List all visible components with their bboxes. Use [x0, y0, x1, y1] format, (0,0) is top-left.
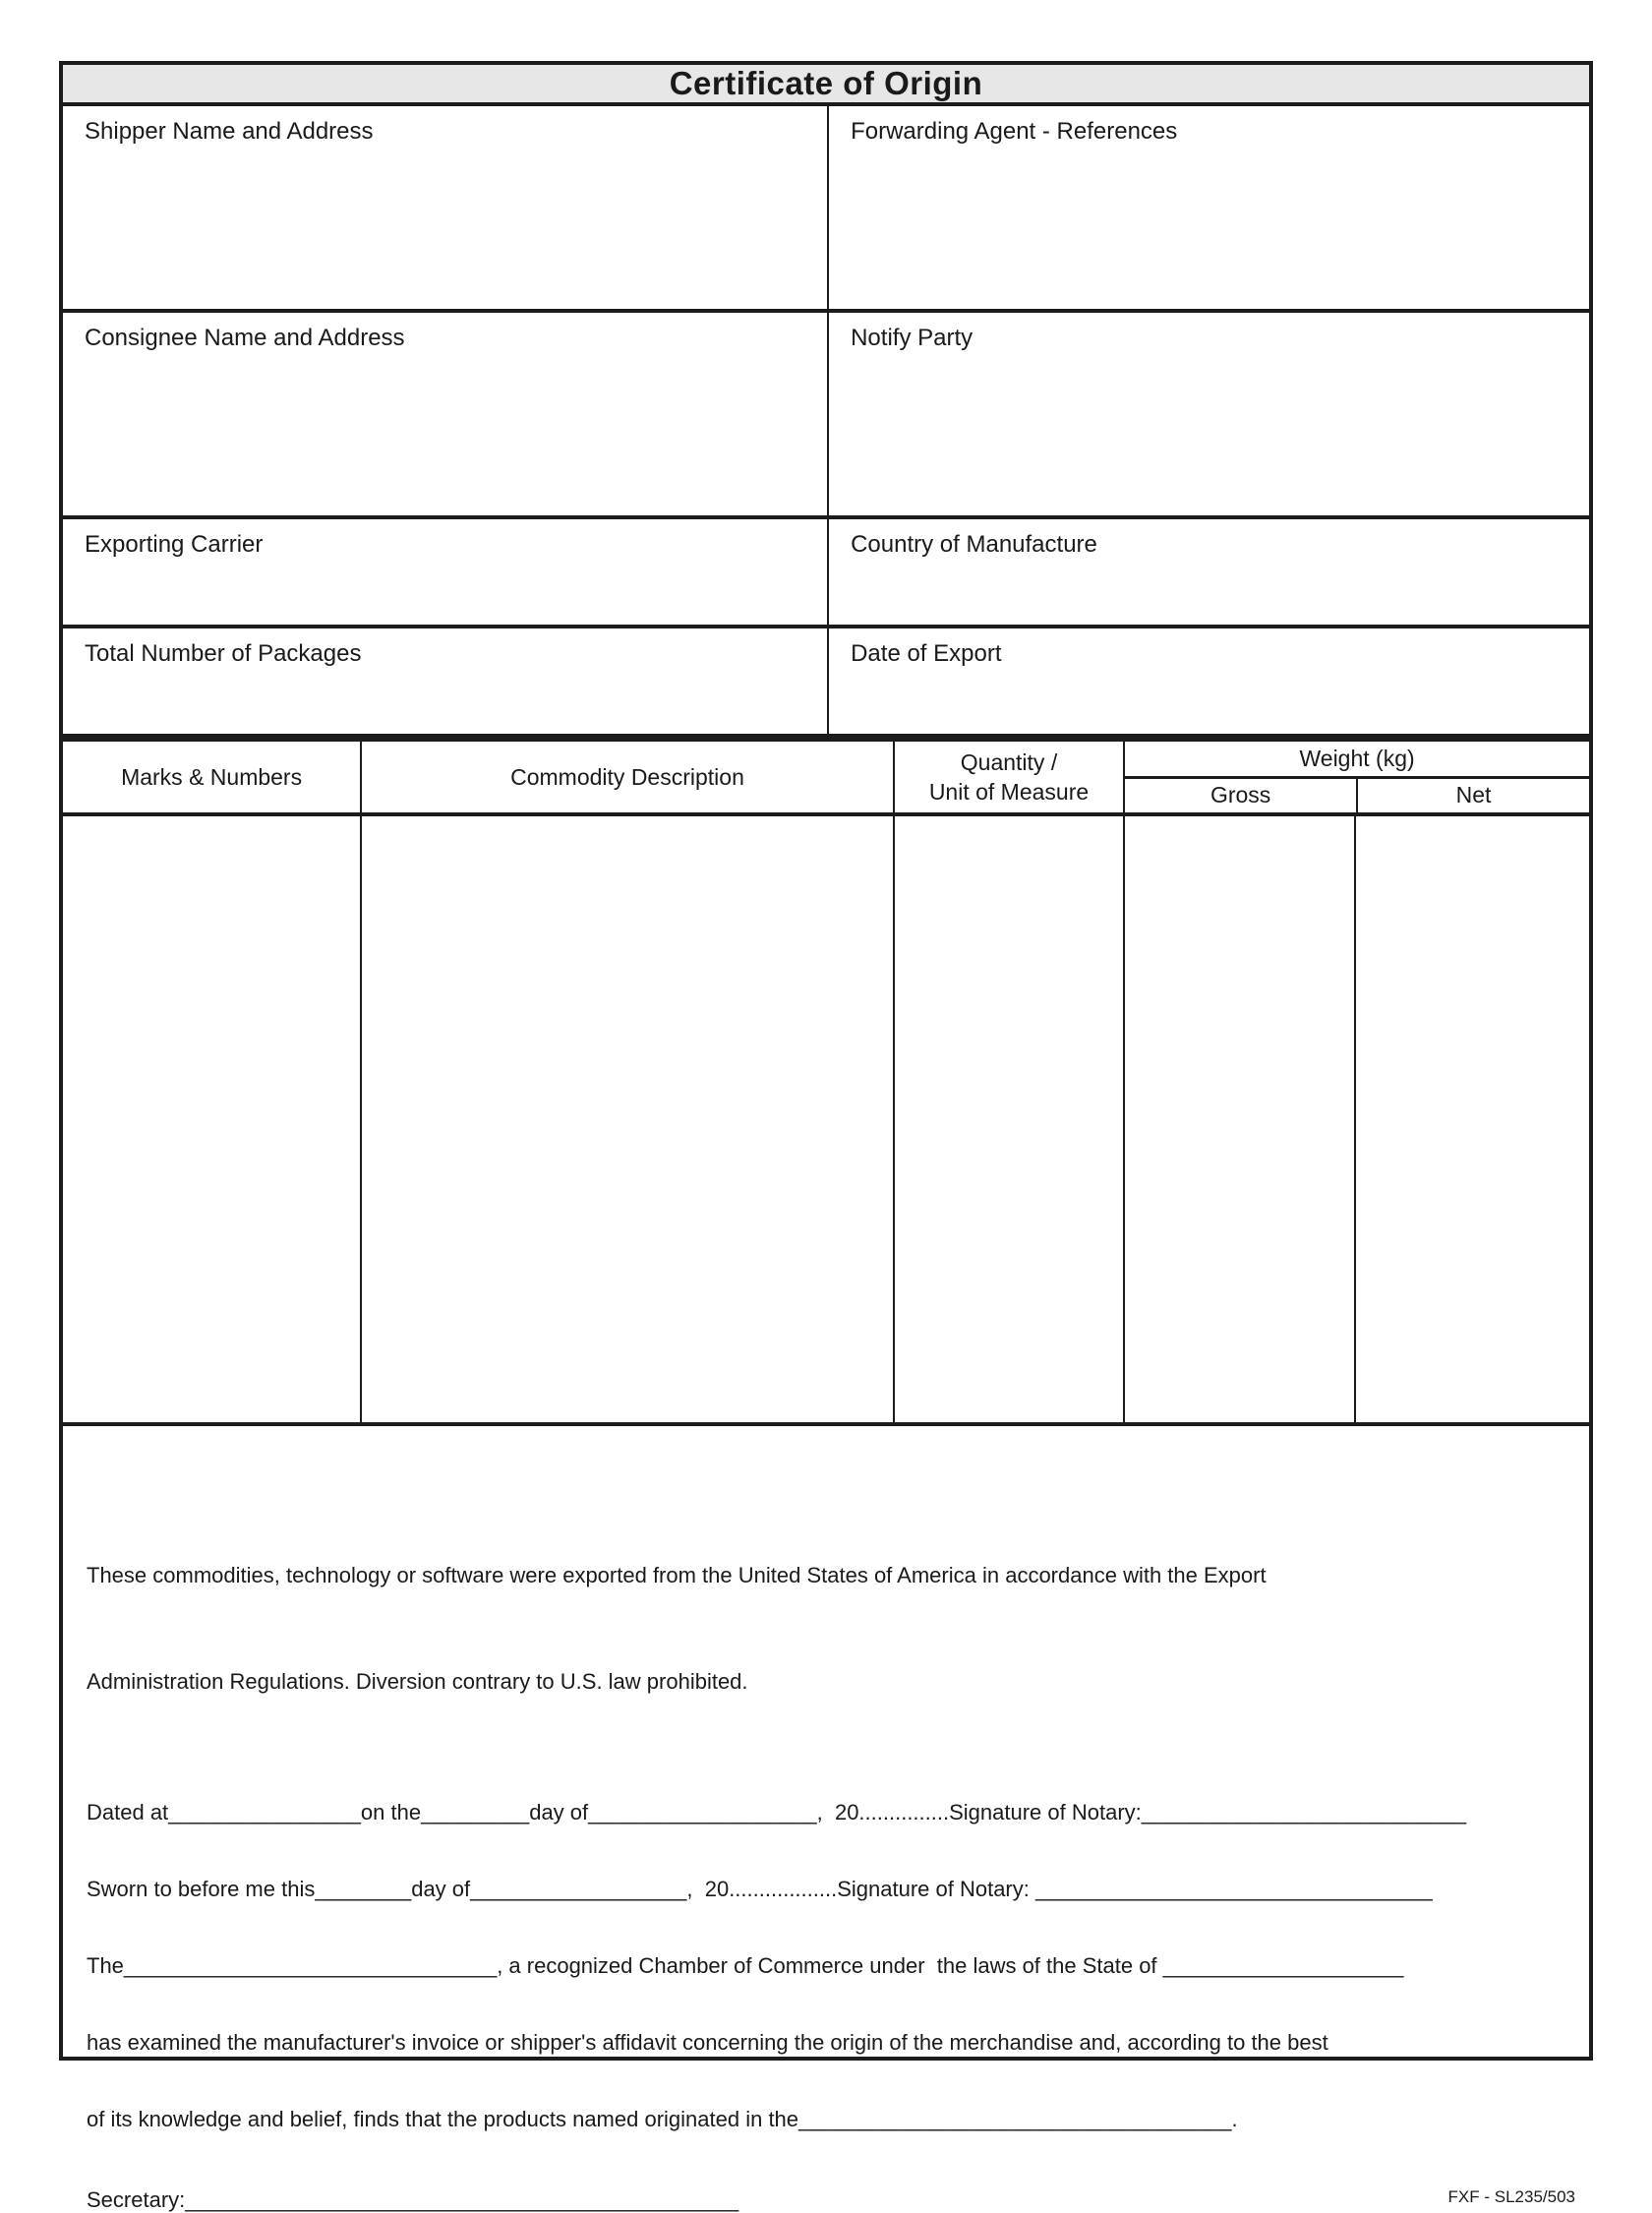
table-body-cell-gross: [1125, 816, 1355, 1422]
form-title: Certificate of Origin: [63, 65, 1589, 106]
field-label: Forwarding Agent - References: [851, 118, 1178, 145]
commodity-table: [63, 742, 1589, 1426]
table-body-cell-marks: [63, 816, 362, 1422]
field-label: Total Number of Packages: [85, 640, 362, 667]
field-exporting-carrier: [63, 519, 829, 628]
certificate-of-origin-form: [59, 61, 1593, 2212]
commodity-table-body: [63, 816, 1589, 1426]
commodity-table-header: [63, 742, 1589, 816]
sworn-notary-line: Sworn to before me this________day of__________________, 20..................Signature of Notary: _________________________________: [87, 1877, 1433, 1901]
field-forwarding-agent-references: [829, 106, 1589, 313]
field-shipper-name-address: [63, 106, 829, 313]
export-statement-line1: These commodities, technology or software were exported from the United States of America in accordance with the Export: [87, 1563, 1267, 1587]
col-header-net: Net: [1455, 782, 1492, 808]
field-label: Date of Export: [851, 640, 1002, 667]
table-body-cell-net: [1356, 816, 1589, 1422]
dated-notary-line: Dated at________________on the_________day of___________________, 20...............Signature of Notary:___________________________: [87, 1800, 1467, 1824]
col-header-marks-numbers: Marks & Numbers: [63, 742, 362, 812]
shipment-fields-section: [63, 106, 1589, 738]
col-header-weight-kg: Weight (kg): [1125, 742, 1589, 779]
field-label: Consignee Name and Address: [85, 325, 405, 351]
quantity-header-line2: Unit of Measure: [928, 779, 1090, 805]
field-notify-party: [829, 313, 1589, 519]
field-label: Exporting Carrier: [85, 531, 264, 558]
field-label: Country of Manufacture: [851, 531, 1097, 558]
col-header-quantity-unit-of-measure: [895, 742, 1125, 812]
form-number: FXF - SL235/503: [1447, 2187, 1575, 2206]
origin-knowledge-line: of its knowledge and belief, finds that the products named originated in the____________________________________.: [87, 2107, 1238, 2131]
field-label: Notify Party: [851, 325, 974, 351]
export-statement: [87, 1487, 1564, 1770]
field-country-of-manufacture: [829, 519, 1589, 628]
weight-subheader-row: [1125, 779, 1589, 813]
field-date-of-export: [829, 628, 1589, 738]
secretary-signature-line: Secretary:______________________________________________: [87, 2187, 739, 2212]
col-header-gross: Gross: [1125, 779, 1358, 813]
field-total-number-of-packages: [63, 628, 829, 738]
col-header-weight-group: [1125, 742, 1589, 812]
export-statement-line2: Administration Regulations. Diversion contrary to U.S. law prohibited.: [87, 1669, 748, 1694]
field-consignee-name-address: [63, 313, 829, 519]
quantity-header-line1: Quantity /: [960, 749, 1058, 775]
examined-invoice-line: has examined the manufacturer's invoice or shipper's affidavit concerning the origin of the merchandise and, according to the best: [87, 2030, 1328, 2055]
col-header-commodity-description: Commodity Description: [362, 742, 895, 812]
table-body-cell-quantity: [895, 816, 1125, 1422]
certification-section: [63, 1426, 1589, 2213]
field-label: Shipper Name and Address: [85, 118, 374, 145]
chamber-of-commerce-line: The_______________________________, a recognized Chamber of Commerce under the laws of the State of ____________________: [87, 1953, 1404, 1978]
table-body-cell-description: [362, 816, 895, 1422]
